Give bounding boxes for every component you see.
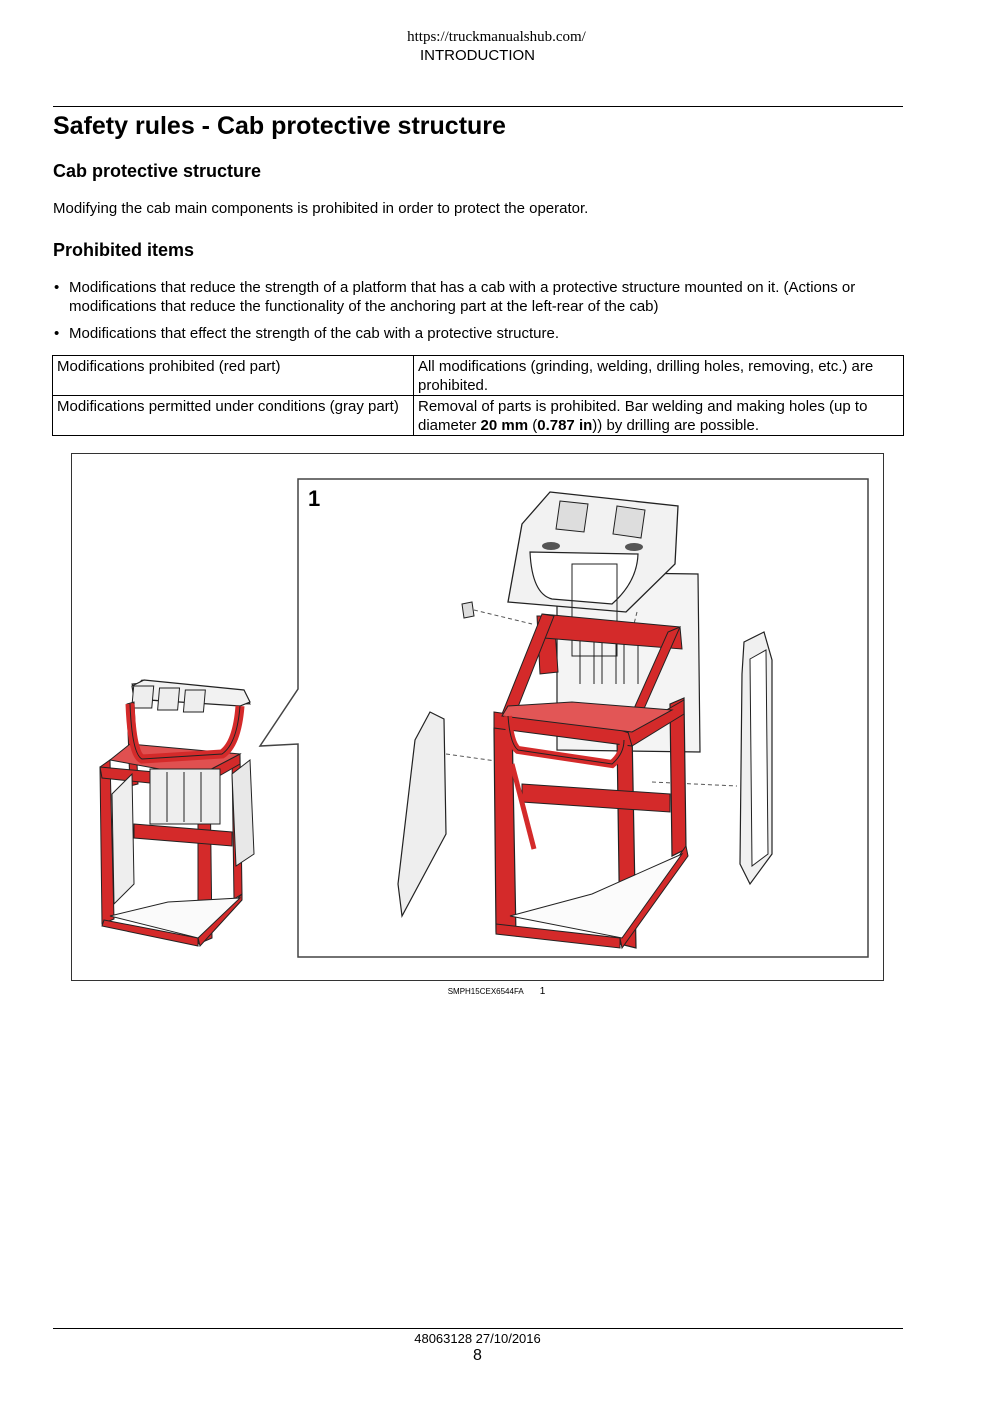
- page-number: 8: [473, 1347, 482, 1364]
- table-row: [53, 356, 904, 396]
- cab-section-text: Modifying the cab main components is prohibited in order to protect the operator.: [53, 200, 589, 217]
- list-item: [53, 324, 905, 343]
- figure-caption: [0, 986, 993, 997]
- cell-text: Removal of parts is prohibited. Bar welding and making holes (up to diameter: [418, 398, 868, 434]
- cell-text: (: [528, 417, 538, 434]
- prohibited-list: [53, 278, 905, 351]
- callout-label: 1: [308, 486, 321, 511]
- diameter-mm: 20 mm: [480, 417, 529, 434]
- page-title: Safety rules - Cab protective structure: [53, 112, 506, 140]
- table-row: [53, 396, 904, 436]
- modification-table: [52, 355, 904, 436]
- bottom-divider: [53, 1328, 903, 1329]
- list-item-text: Modifications that effect the strength of the cab with a protective structure.: [69, 325, 559, 342]
- list-item: [53, 278, 905, 316]
- table-cell: All modifications (grinding, welding, drilling holes, removing, etc.) are prohibited.: [414, 356, 904, 396]
- bullet-icon: •: [54, 325, 60, 342]
- list-item-text: Modifications that reduce the strength of a platform that has a cab with a protective structure mounted on it. (Actions or modifications that reduce the functionality of the anchoring part at the left-rear of the cab): [69, 279, 856, 315]
- cell-text: )) by drilling are possible.: [592, 417, 760, 434]
- cab-section-heading: Cab protective structure: [53, 161, 262, 181]
- table-cell: [414, 396, 904, 436]
- header-section: INTRODUCTION: [420, 47, 535, 64]
- figure-code: SMPH15CEX6544FA: [447, 987, 524, 996]
- header-url[interactable]: https://truckmanualshub.com/: [407, 29, 586, 45]
- top-divider: [53, 106, 903, 107]
- bullet-icon: •: [54, 279, 60, 296]
- table-cell: Modifications prohibited (red part): [53, 356, 414, 396]
- diameter-in: 0.787 in: [537, 417, 593, 434]
- document-reference: 48063128 27/10/2016: [414, 1331, 541, 1346]
- cab-illustration: [72, 454, 885, 982]
- prohibited-heading: Prohibited items: [53, 240, 195, 260]
- cab-structure-figure: [71, 453, 884, 981]
- table-cell: Modifications permitted under conditions (gray part): [53, 396, 414, 436]
- figure-number: 1: [539, 986, 546, 997]
- assembled-cab-icon: [100, 680, 254, 946]
